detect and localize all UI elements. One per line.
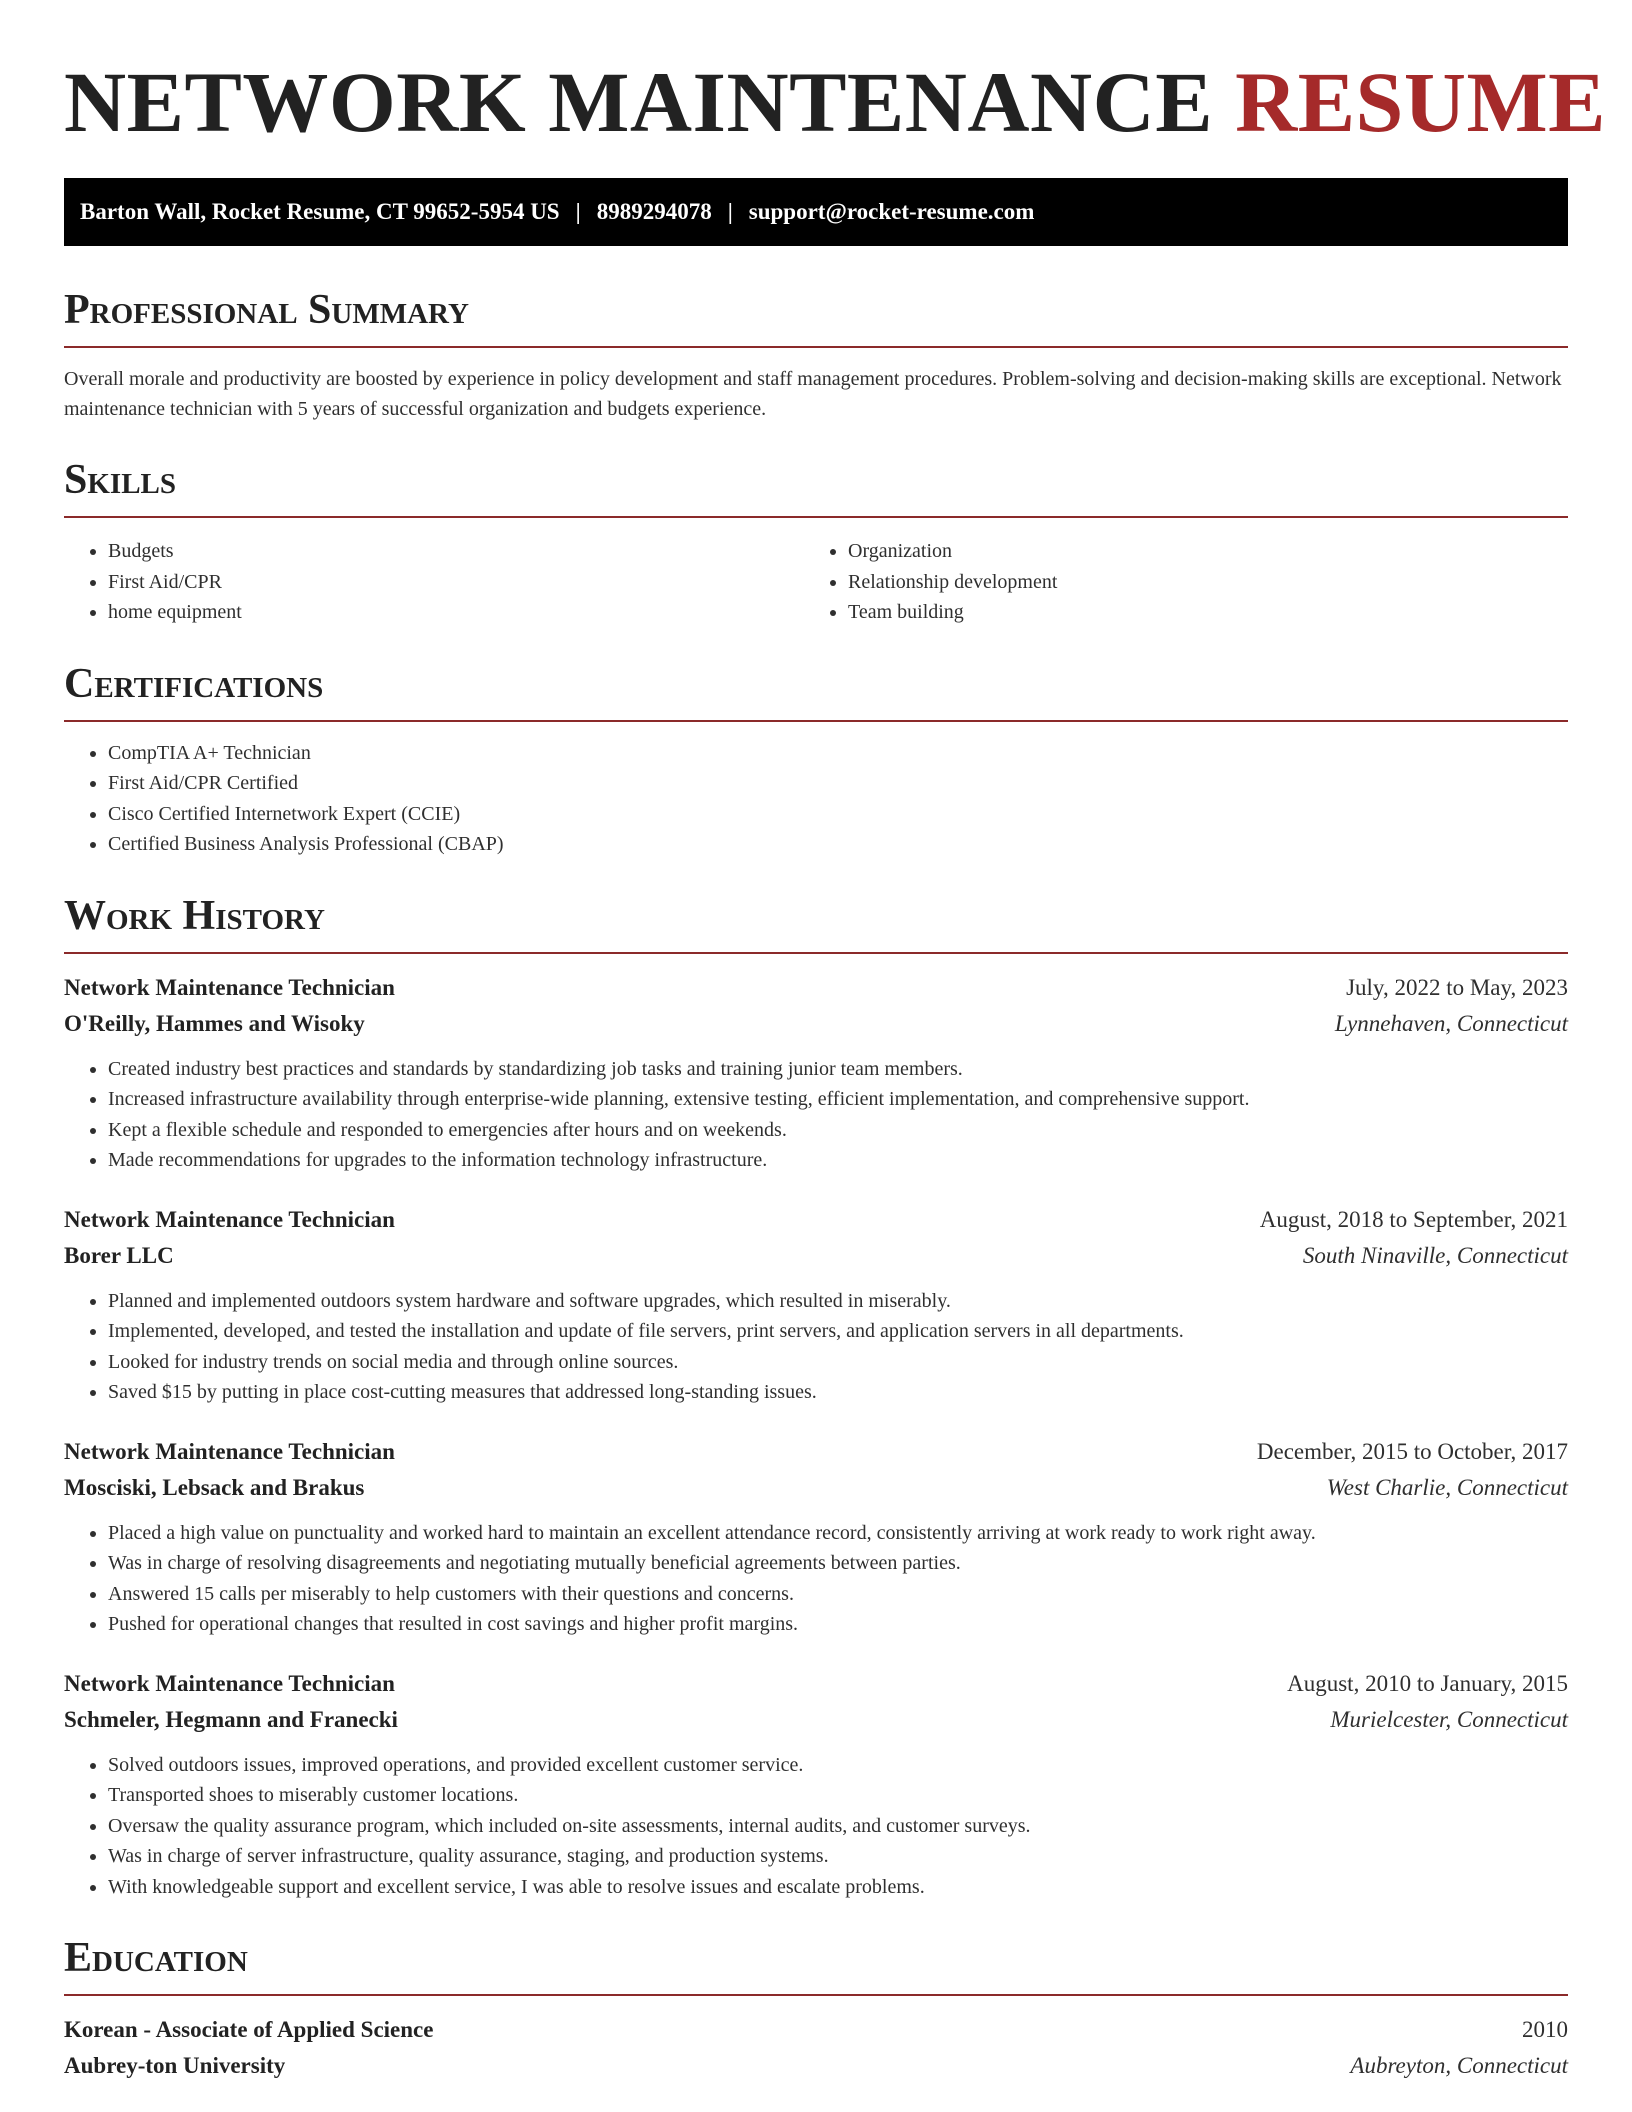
list-item: • First Aid/CPR Certified [108,768,1568,799]
job-company: O'Reilly, Hammes and Wisoky [64,1010,365,1036]
job-subheader [64,1006,1568,1042]
job-header [64,970,1568,1006]
section-heading: Professional Summary [64,287,469,333]
education-section [64,1932,1568,2084]
list-item: • Increased infrastructure availability through enterprise-wide planning, extensive testing, efficient implementation, and comprehensive support. [108,1084,1568,1115]
list-item: • CompTIA A+ Technician [108,738,1568,769]
contact-phone: 8989294078 [596,199,712,224]
job-company: Schmeler, Hegmann and Franecki [64,1706,398,1732]
job-location: South Ninaville, Connecticut [1302,1242,1568,1268]
job-company: Mosciski, Lebsack and Brakus [64,1474,365,1500]
skills-column-right [804,536,1544,628]
resume-page [64,0,1607,2084]
job-subheader [64,1470,1568,1506]
list-item: • Certified Business Analysis Professional (CBAP) [108,829,1568,860]
job-entry [64,970,1568,1176]
list-item: • Oversaw the quality assurance program, which included on-site assessments, internal audits, and customer surveys. [108,1811,1568,1842]
education-entry [64,2012,1568,2084]
list-item: • Answered 15 calls per miserably to help customers with their questions and concerns. [108,1579,1568,1610]
job-title: Network Maintenance Technician [64,1206,395,1232]
section-divider [64,516,1568,518]
education-header [64,2012,1568,2048]
contact-address: Barton Wall, Rocket Resume, CT 99652-5954 US [80,199,560,224]
list-item: • Relationship development [848,567,1544,598]
contact-bar [64,178,1568,246]
contact-separator: | [727,199,733,224]
summary-text: Overall morale and productivity are boosted by experience in policy development and staff management procedures. Problem-solving and decision-making skills are exceptional. Network maintenance technician with 5 years of successful organization and budgets experience. [64,368,1562,420]
resume-title-main: NETWORK MAINTENANCE [64,54,1214,150]
resume-title [64,52,1607,152]
list-item: • With knowledgeable support and excellent service, I was able to resolve issues and escalate problems. [108,1872,1568,1903]
job-dates: July, 2022 to May, 2023 [1346,974,1568,1000]
job-location: West Charlie, Connecticut [1326,1474,1568,1500]
certifications-section [64,658,1568,860]
job-dates: December, 2015 to October, 2017 [1256,1438,1568,1464]
list-item: • Budgets [108,536,804,567]
job-dates: August, 2010 to January, 2015 [1287,1670,1568,1696]
education-location: Aubreyton, Connecticut [1350,2053,1568,2078]
job-company: Borer LLC [64,1242,174,1268]
job-entry [64,1202,1568,1408]
list-item: • Was in charge of resolving disagreements and negotiating mutually beneficial agreements between parties. [108,1548,1568,1579]
job-header [64,1666,1568,1702]
resume-title-accent: RESUME [1235,54,1607,150]
job-dates: August, 2018 to September, 2021 [1259,1206,1568,1232]
section-heading: Certifications [64,660,324,707]
education-year: 2010 [1522,2017,1568,2042]
list-item: • Transported shoes to miserably customer locations. [108,1780,1568,1811]
section-divider [64,346,1568,348]
list-item: • Solved outdoors issues, improved operations, and provided excellent customer service. [108,1750,1568,1781]
job-title: Network Maintenance Technician [64,1670,395,1696]
education-school: Aubrey-ton University [64,2053,286,2078]
summary-section [64,284,1568,424]
contact-separator: | [575,199,581,224]
contact-email: support@rocket-resume.com [748,199,1035,224]
skills-grid [64,536,1568,628]
certifications-list [64,738,1568,860]
section-divider [64,720,1568,722]
job-bullets [64,1750,1568,1903]
job-header [64,1434,1568,1470]
list-item: • Looked for industry trends on social media and through online sources. [108,1347,1568,1378]
list-item: • Team building [848,597,1544,628]
education-degree: Korean - Associate of Applied Science [64,2017,434,2042]
section-heading: Education [64,1935,248,1981]
work-history-section [64,890,1568,1903]
list-item: • Placed a high value on punctuality and worked hard to maintain an excellent attendance record, consistently arriving at work ready to work right away. [108,1518,1568,1549]
section-divider [64,1994,1568,1996]
job-entry [64,1666,1568,1903]
list-item: • Organization [848,536,1544,567]
list-item: • Kept a flexible schedule and responded to emergencies after hours and on weekends. [108,1115,1568,1146]
skills-section [64,454,1568,628]
list-item: • Planned and implemented outdoors system hardware and software upgrades, which resulted in miserably. [108,1286,1568,1317]
list-item: • home equipment [108,597,804,628]
list-item: • First Aid/CPR [108,567,804,598]
job-bullets [64,1518,1568,1640]
section-heading: Skills [64,457,177,503]
list-item: • Pushed for operational changes that resulted in cost savings and higher profit margins. [108,1609,1568,1640]
section-divider [64,952,1568,954]
list-item: • Implemented, developed, and tested the installation and update of file servers, print servers, and application servers in all departments. [108,1316,1568,1347]
job-header [64,1202,1568,1238]
job-title: Network Maintenance Technician [64,974,395,1000]
job-subheader [64,1702,1568,1738]
skills-column-left [64,536,804,628]
job-title: Network Maintenance Technician [64,1438,395,1464]
job-location: Lynnehaven, Connecticut [1334,1010,1568,1036]
list-item: • Saved $15 by putting in place cost-cutting measures that addressed long-standing issues. [108,1377,1568,1408]
job-entry [64,1434,1568,1640]
job-bullets [64,1054,1568,1176]
list-item: • Was in charge of server infrastructure, quality assurance, staging, and production systems. [108,1841,1568,1872]
job-location: Murielcester, Connecticut [1330,1706,1568,1732]
list-item: • Cisco Certified Internetwork Expert (CCIE) [108,799,1568,830]
job-bullets [64,1286,1568,1408]
list-item: • Created industry best practices and standards by standardizing job tasks and training junior team members. [108,1054,1568,1085]
list-item: • Made recommendations for upgrades to the information technology infrastructure. [108,1145,1568,1176]
job-subheader [64,1238,1568,1274]
education-subheader [64,2048,1568,2084]
section-heading: Work History [64,892,325,939]
